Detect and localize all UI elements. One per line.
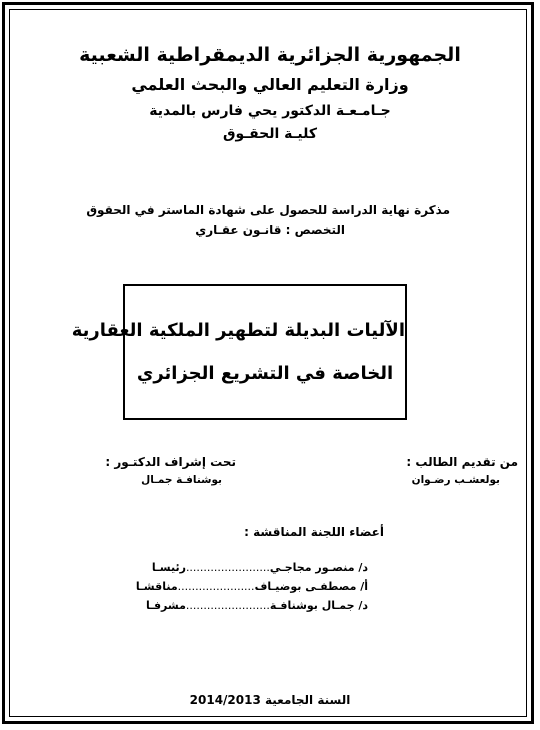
specialty: التخصص : قانـون عقـاري xyxy=(195,223,345,237)
university-title: جـامـعـة الدكتور يحي فارس بالمدية xyxy=(149,103,391,119)
committee-member xyxy=(152,561,368,574)
committee-member xyxy=(146,599,368,612)
committee-member-name: د/ منصـور مجاجـي xyxy=(269,561,368,574)
committee-member-dots: ........................ xyxy=(185,599,270,612)
committee-member-dots: ...................... xyxy=(177,580,255,593)
student-label: من تقديم الطالب : xyxy=(406,455,518,469)
faculty-title: كليـة الحقـوق xyxy=(222,126,318,142)
supervisor-name: بوشنافـة جمـال xyxy=(141,474,222,486)
committee-member-role: مناقشـا xyxy=(135,580,178,593)
thesis-title-line-2: الخاصة في التشريع الجزائري xyxy=(136,363,394,384)
committee-member-name: أ/ مصطفـى بوضيـاف xyxy=(254,580,368,593)
ministry-title: وزارة التعليم العالي والبحث العلمي xyxy=(131,75,409,94)
degree-statement: مذكرة نهاية الدراسة للحصول على شهادة الماستر في الحقوق xyxy=(86,203,450,217)
committee-member-role: مشرفـا xyxy=(145,599,186,612)
thesis-title-line-1: الآليات البديلة لتطهير الملكية العقارية xyxy=(71,320,405,341)
student-name: بولعشـب رضـوان xyxy=(411,474,500,486)
academic-year: السنة الجامعية 2014/2013 xyxy=(189,693,351,707)
committee-member-dots: ........................ xyxy=(185,561,270,574)
supervisor-label: تحت إشراف الدكتـور : xyxy=(105,455,236,469)
committee-member-role: رئيسـا xyxy=(151,561,186,574)
thesis-title-box xyxy=(71,284,407,420)
committee-heading: أعضاء اللجنة المناقشة : xyxy=(244,525,384,539)
republic-title: الجمهورية الجزائرية الديمقراطية الشعبية xyxy=(79,44,461,66)
committee-member-name: د/ جمـال بوشنافـة xyxy=(269,599,368,612)
committee-member xyxy=(136,580,368,593)
